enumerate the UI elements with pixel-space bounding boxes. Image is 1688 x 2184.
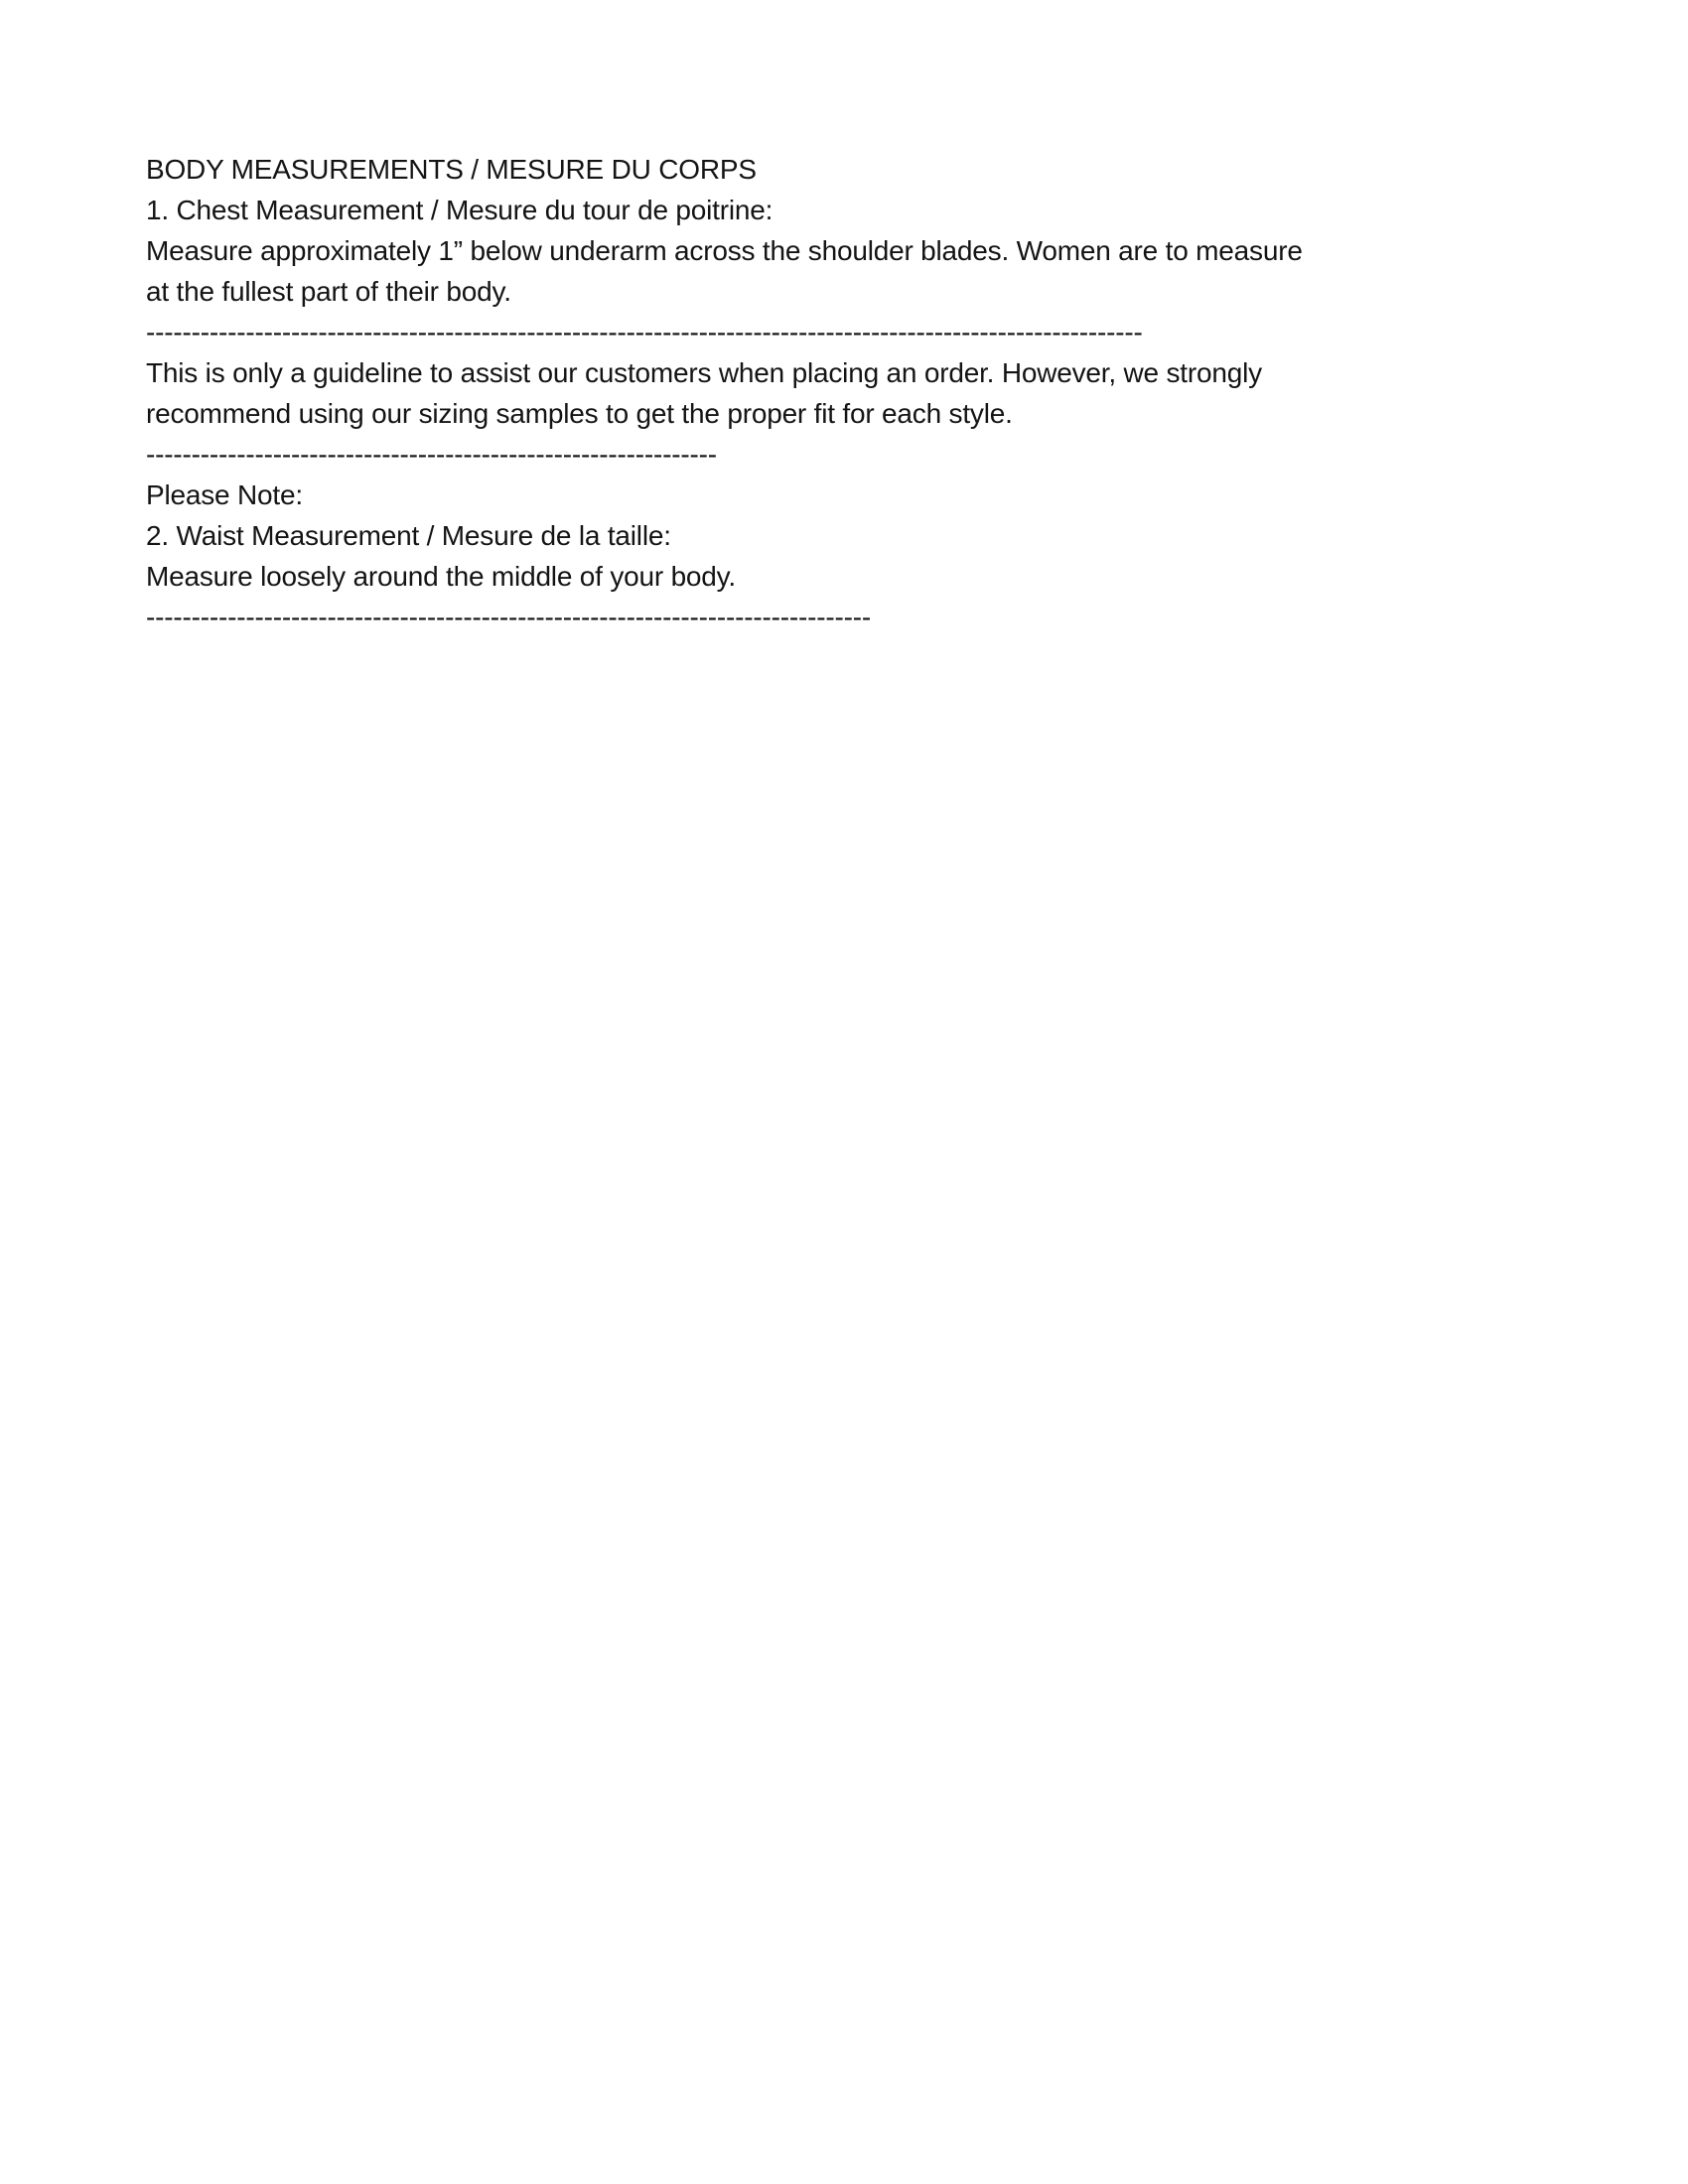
separator-line-short: --------------------------------------------------------------- [146,439,717,470]
waist-measurement-heading: 2. Waist Measurement / Mesure de la taille: [146,520,671,551]
guideline-note-line-1: This is only a guideline to assist our customers when placing an order. However, we strongly [146,357,1262,388]
document-body [146,149,1556,637]
waist-instruction-line: Measure loosely around the middle of your body. [146,561,736,592]
guideline-note-line-2: recommend using our sizing samples to get the proper fit for each style. [146,398,1013,429]
chest-instruction-line-1: Measure approximately 1” below underarm across the shoulder blades. Women are to measure [146,235,1303,266]
please-note-label: Please Note: [146,479,303,510]
document-title: BODY MEASUREMENTS / MESURE DU CORPS [146,154,757,185]
chest-measurement-heading: 1. Chest Measurement / Mesure du tour de poitrine: [146,195,774,225]
separator-line-medium: -------------------------------------------------------------------------------- [146,602,871,632]
chest-instruction-line-2: at the fullest part of their body. [146,276,511,307]
separator-line-long: -------------------------------------------------------------------------------------------------------------- [146,317,1143,347]
